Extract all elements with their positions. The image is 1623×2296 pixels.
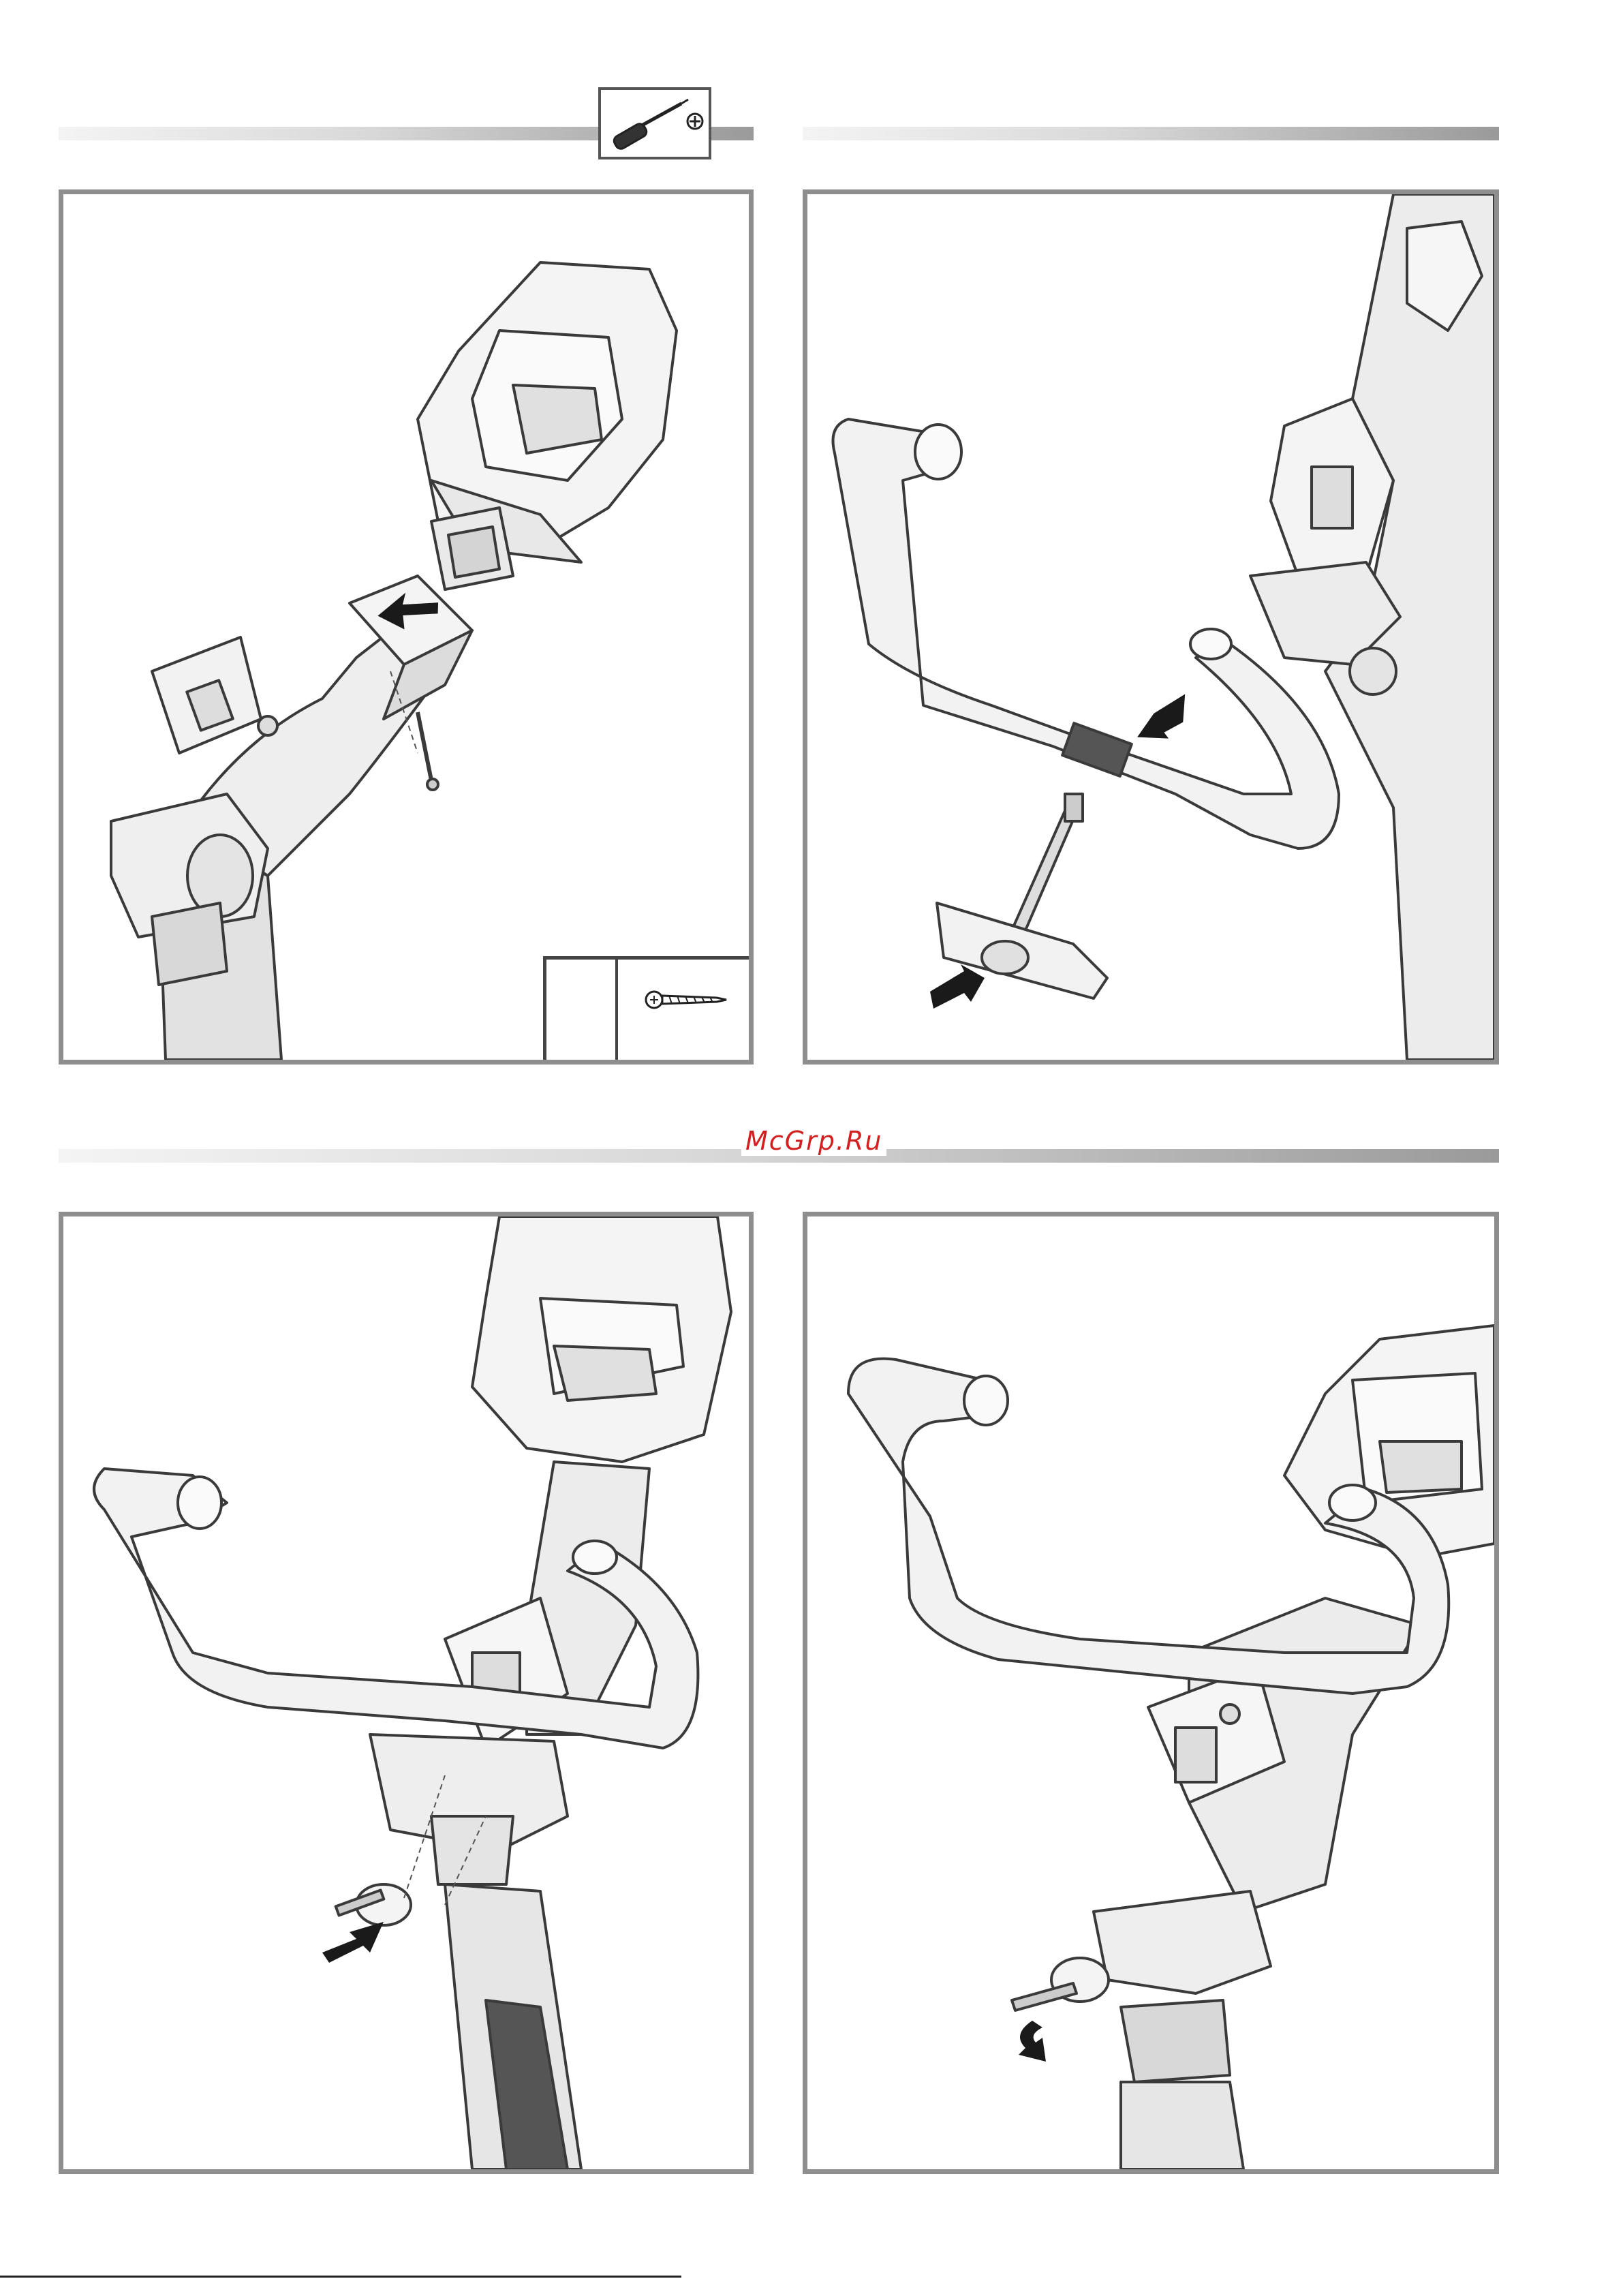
parts-quantity-cell	[546, 960, 618, 1060]
step-panel-1	[59, 189, 754, 1065]
step-panel-3	[59, 1212, 754, 2174]
handlebar-clamp-illustration	[63, 1216, 749, 2169]
watermark-text: McGrp.Ru	[741, 1126, 886, 1156]
parts-callout	[543, 956, 749, 1060]
footer-rule	[0, 2276, 681, 2278]
step-panel-4	[803, 1212, 1499, 2174]
console-mount-attach-illustration	[63, 194, 749, 1060]
screw-icon	[642, 983, 730, 1017]
handlebar-insert-illustration	[807, 194, 1494, 1060]
step-panel-2	[803, 189, 1499, 1065]
phillips-head-icon	[687, 114, 702, 129]
section-rule-top-right	[803, 127, 1499, 140]
handlebar-tighten-illustration	[807, 1216, 1494, 2169]
tool-indicator	[598, 87, 711, 159]
screwdriver-icon	[601, 90, 709, 157]
